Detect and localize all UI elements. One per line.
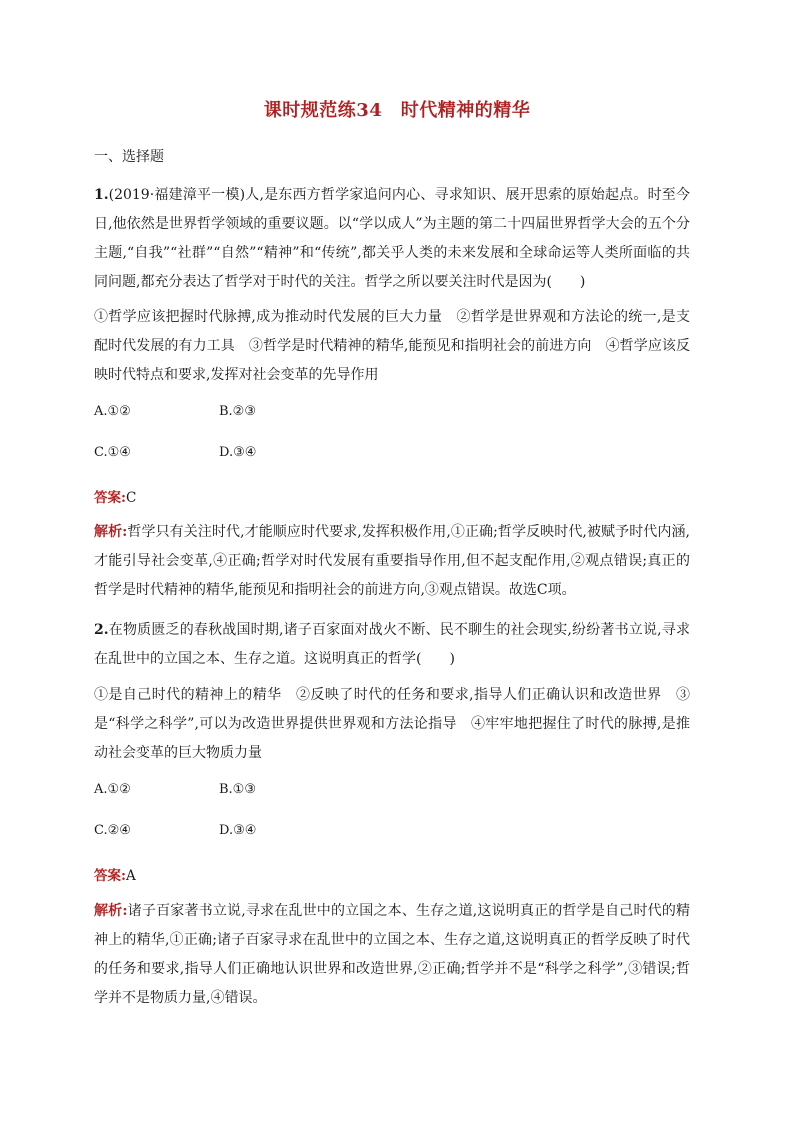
option-a: A.①② xyxy=(94,404,131,419)
answer-1 xyxy=(94,486,136,506)
question-text: (2019·福建漳平一模)人,是东西方哲学家追问内心、寻求知识、展开思索的原始起点。时至今日,他依然是世界哲学领域的重要议题。以“学以成人”为主题的第二十四届世界哲学大会的五个分主题,“自我”“社群”“自然”“精神”和“传统”,都关乎人类的未来发展和全球命运等人类所面临的共同问题,都充分表达了哲学对于时代的关注。哲学之所以要关注时代是因为( ) xyxy=(94,187,690,290)
answer-label: 答案: xyxy=(94,490,126,506)
analysis-label: 解析: xyxy=(94,524,128,540)
analysis-1 xyxy=(94,518,690,605)
answer-label: 答案: xyxy=(94,868,126,884)
question-2-items: ①是自己时代的精神上的精华 ②反映了时代的任务和要求,指导人们正确认识和改造世界 ③是“科学之科学”,可以为改造世界提供世界观和方法论指导 ④牢牢地把握住了时代的脉搏,是推动社会变革的巨大物质力量 xyxy=(94,687,690,761)
question-number: 1. xyxy=(94,187,109,203)
option-b: B.②③ xyxy=(219,404,256,419)
option-d: D.③④ xyxy=(219,445,257,460)
analysis-label: 解析: xyxy=(94,903,128,919)
answer-value: C xyxy=(125,490,137,506)
question-2-stem xyxy=(94,616,690,674)
question-1-items: ①哲学应该把握时代脉搏,成为推动时代发展的巨大力量 ②哲学是世界观和方法论的统一,是支配时代发展的有力工具 ③哲学是时代精神的精华,能预见和指明社会的前进方向 ④哲学应该反映时代特点和要求,发挥对社会变革的先导作用 xyxy=(94,309,690,383)
page-title: 课时规范练34 时代精神的精华 xyxy=(263,100,531,121)
option-b: B.①③ xyxy=(219,782,256,797)
question-1-stem xyxy=(94,181,690,297)
question-number: 2. xyxy=(94,622,109,638)
option-c: C.②④ xyxy=(94,823,131,838)
option-a: A.①② xyxy=(94,782,131,797)
answer-2 xyxy=(94,864,136,884)
analysis-text: 诸子百家著书立说,寻求在乱世中的立国之本、生存之道,这说明真正的哲学是自己时代的精神上的精华,①正确;诸子百家寻求在乱世中的立国之本、生存之道,这说明真正的哲学反映了时代的任务和要求,指导人们正确地认识世界和改造世界,②正确;哲学并不是“科学之科学”,③错误;哲学并不是物质力量,④错误。 xyxy=(94,903,690,1006)
option-d: D.③④ xyxy=(219,823,257,838)
answer-value: A xyxy=(125,868,136,884)
analysis-text: 哲学只有关注时代,才能顺应时代要求,发挥积极作用,①正确;哲学反映时代,被赋予时代内涵,才能引导社会变革,④正确;哲学对时代发展有重要指导作用,但不起支配作用,②观点错误;真正的哲学是时代精神的精华,能预见和指明社会的前进方向,③观点错误。故选C项。 xyxy=(94,524,691,598)
analysis-2 xyxy=(94,897,690,1013)
section-heading: 一、选择题 xyxy=(94,149,164,165)
question-text: 在物质匮乏的春秋战国时期,诸子百家面对战火不断、民不聊生的社会现实,纷纷著书立说,寻求在乱世中的立国之本、生存之道。这说明真正的哲学( ) xyxy=(94,622,690,667)
option-c: C.①④ xyxy=(94,445,131,460)
